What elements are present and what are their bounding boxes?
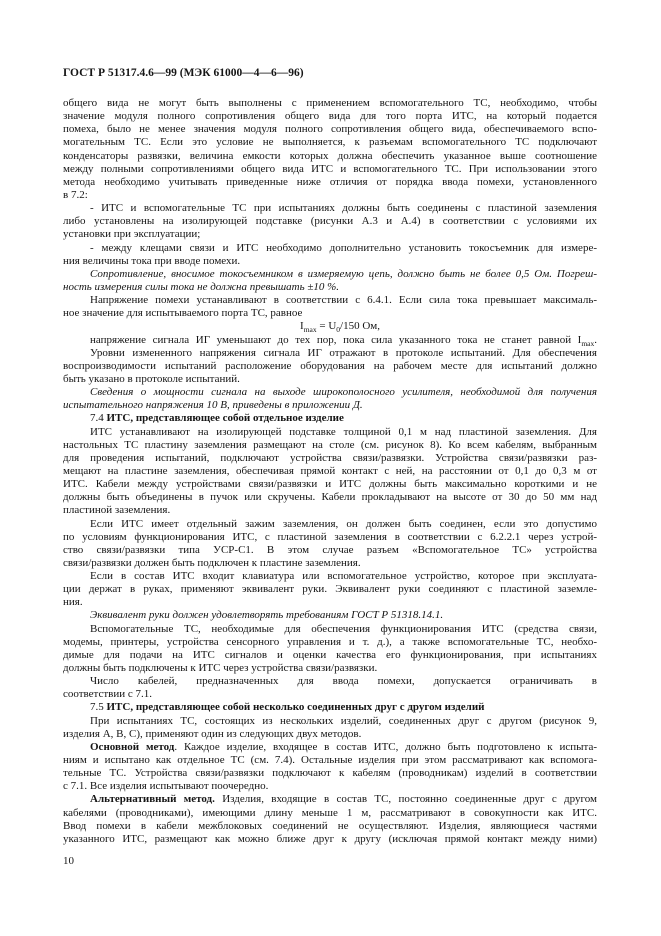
text-line: - между клещами связи и ИТС необходимо дополнительно установить токосъемник для измере-: [90, 241, 597, 254]
text-line: указанного ИТС, размещают как можно ближе друг к другу (исключая прямой контакт между ними): [63, 832, 597, 845]
method-name: Основной метод: [90, 740, 175, 753]
formula-symbol: = U: [316, 320, 337, 333]
text-line: с 7.1. Все изделия испытывают поочередно.: [63, 780, 269, 793]
text-line: Напряжение помехи устанавливают в соответствии с 6.4.1. Если сила тока превышает максималь-: [90, 294, 597, 307]
text-line: ниям и испытано как отдельное ТС (см. 7.4). Остальные изделия при этом рассматривают как вспомога-: [63, 754, 597, 767]
note-paragraph: [63, 609, 597, 622]
document-body: [63, 97, 597, 846]
text-line: ния.: [63, 596, 83, 609]
line-text: . Каждое изделие, входящее в состав ИТС, должно быть подготовлено к испыта-: [174, 740, 597, 753]
subscript: max: [581, 338, 595, 348]
page-number: 10: [63, 855, 74, 867]
text-line: Если ИТС имеет отдельный зажим заземления, он должен быть соединен, если это допустимо: [90, 517, 597, 530]
line-text: Изделия, входящие в состав ТС, постоянно соединенные друг с другом: [214, 793, 597, 806]
section-heading: [63, 701, 597, 714]
line-text: .: [594, 333, 597, 346]
section-heading-block: [63, 412, 597, 425]
formula-subscript: 0: [336, 325, 341, 335]
text-line: [63, 741, 597, 754]
text-line: Вспомогательные ТС, необходимые для обеспечения функционирования ИТС (средства связи,: [90, 622, 597, 635]
paragraph: [63, 570, 597, 609]
paragraph: [63, 518, 597, 571]
text-line: ния величины тока при вводе помехи.: [63, 254, 241, 267]
text-line: Число кабелей, предназначенных для ввода помехи, допускается ограничивать в: [90, 675, 597, 688]
text-line: ИТС. Кабели между устройствами связи/развязки и ИТС должны быть максимально короткими и не: [63, 478, 597, 491]
section-title: ИТС, представляющее собой отдельное изделие: [106, 412, 344, 425]
list-item: [63, 202, 597, 241]
text-line: настольных ТС пластину заземления размещают на столе (см. рисунок 8). Ко всем кабелям, выбранным: [63, 438, 597, 451]
text-line: мещают на пластине заземления, обеспечивая прямой контакт с ней, на расстоянии от 0,1 до 0,3 м от: [63, 464, 597, 477]
section-heading: [63, 412, 597, 425]
paragraph: [63, 623, 597, 676]
text-line: ство связи/развязки типа УСР-С1. В этом случае разъем «Вспомогательное ТС» устройства: [63, 543, 597, 556]
text-line: Ввод помехи в кабели межблоковых соединений не осуществляют. Изделия, являющиеся частями: [63, 819, 597, 832]
text-line: - ИТС и вспомогательные ТС при испытаниях должны быть соединены с пластиной заземления: [90, 202, 597, 215]
paragraph: [63, 334, 597, 347]
paragraph: [63, 715, 597, 741]
text-line: быть указано в протоколе испытаний.: [63, 372, 240, 385]
paragraph: [63, 426, 597, 518]
text-line: модемы, принтеры, устройства сенсорного управления и т. д.), а также вспомогательные ТС, необхо-: [63, 635, 597, 648]
text-line: воспроизводимости испытаний расположение оборудования на рабочем месте для испытаний должно: [63, 359, 597, 372]
text-line: изделия А, В, С), применяют один из следующих двух методов.: [63, 727, 362, 740]
text-line: соответствии с 7.1.: [63, 688, 153, 701]
text-line: могательным ТС. Если это условие не выполняется, к разъемам вспомогательного ТС подключают: [63, 136, 597, 149]
text-line: ции держат в руках, применяют эквивалент руки. Эквивалент руки соединяют с пластиной заземле-: [63, 583, 597, 596]
text-line: ИТС устанавливают на изолирующей подставке толщиной 0,1 м над пластиной заземления. Для: [90, 425, 597, 438]
text-line: установки при эксплуатации;: [63, 228, 201, 241]
text-line: связи/развязки должен быть подключен к пластине заземления.: [63, 556, 361, 569]
text-line: должны быть подключены к ИТС через устройства связи/развязки.: [63, 662, 378, 675]
formula-text: /150 Ом,: [340, 320, 380, 333]
section-heading-block: [63, 701, 597, 714]
text-line: общего вида не могут быть выполнены с применением вспомогательного ТС, необходимо, чтобы: [63, 97, 597, 109]
formula: [63, 320, 597, 333]
text-line: для проведения испытаний, подключают устройства связи/развязки. Устройства связи/развязки раз-: [63, 451, 597, 464]
text-line: пластиной заземления.: [63, 504, 171, 517]
line-text: напряжение сигнала ИГ уменьшают до тех пор, пока сила указанного тока не станет равной I: [90, 333, 582, 346]
text-line: метода необходимо учитывать приведенные ниже отличия от порядка ввода помехи, установленного: [63, 175, 597, 188]
note-paragraph: [63, 268, 597, 294]
text-line: Сведения о мощности сигнала на выходе широкополосного усилителя, необходимой для получения: [90, 386, 597, 399]
text-line: [63, 334, 597, 347]
text-line: Если в состав ИТС входит клавиатура или вспомогательное устройство, которое при эксплуата-: [90, 570, 597, 583]
text-line: должны быть объединены в пучок или скручены. Кабели прокладывают на высоте от 30 до 50 мм над: [63, 491, 597, 504]
text-line: конденсаторы развязки, величина емкости которых должна обеспечить указанное выше соотношение: [63, 149, 597, 162]
text-line: ность измерения силы тока не должна превышать ±10 %.: [63, 280, 340, 293]
text-line: испытательного напряжения 10 В, приведены в приложении Д.: [63, 399, 363, 412]
text-line: Сопротивление, вносимое токосъемником в измеряемую цепь, должно быть не более 0,5 Ом. Погреш-: [90, 267, 597, 280]
text-line: Эквивалент руки должен удовлетворять требованиям ГОСТ Р 51318.14.1.: [90, 609, 444, 622]
paragraph: [63, 347, 597, 386]
formula-symbol: I: [300, 320, 304, 333]
note-paragraph: [63, 386, 597, 412]
text-line: в 7.2:: [63, 188, 88, 201]
text-line: помеха, было не менее значения модуля полного сопротивления общего вида, обеспечиваемого вспо-: [63, 123, 597, 136]
paragraph: [63, 741, 597, 794]
page-header-title: ГОСТ Р 51317.4.6—99 (МЭК 61000—4—6—96): [63, 67, 304, 79]
text-line: димые для подачи на ИТС сигналов и оценки качества его функционирования, при испытаниях: [63, 648, 597, 661]
list-item: [63, 242, 597, 268]
text-line: ное значение для испытываемого порта ТС, равное: [63, 307, 303, 320]
paragraph: [63, 675, 597, 701]
paragraph: [63, 294, 597, 320]
section-number: 7.4: [90, 412, 104, 425]
text-line: кабелями (проводниками), имеющими длину меньше 1 м, рассматривают в совокупности как ИТС.: [63, 806, 597, 819]
text-line: либо установлены на изолирующей подставке (рисунки А.3 и А.4) в соответствии с условиями их: [63, 215, 597, 228]
method-name: Альтернативный метод.: [90, 793, 215, 806]
text-line: При испытаниях ТС, состоящих из нескольких изделий, соединенных друг с другом (рисунок 9,: [90, 714, 597, 727]
text-line: по условиям функционирования ИТС, с пластиной заземления в соответствии с 6.2.2.1 через устрой-: [63, 530, 597, 543]
formula-block: [63, 320, 597, 333]
section-number: 7.5: [90, 701, 104, 714]
section-title: ИТС, представляющее собой несколько соединенных друг с другом изделий: [106, 701, 485, 714]
formula-subscript: max: [303, 325, 317, 335]
text-line: [63, 793, 597, 806]
text-line: значение модуля полного сопротивления общего вида для того порта ИТС, на который подается: [63, 110, 597, 123]
text-line: тельные ТС. Устройства связи/развязки подключают к кабелям (проводникам) изделий в соответствии: [63, 767, 597, 780]
text-line: между полными сопротивлениями общего вида ИТС и вспомогательного ТС. При использовании этого: [63, 162, 597, 175]
paragraph: [63, 793, 597, 846]
text-line: Уровни измененного напряжения сигнала ИГ отражают в протоколе испытаний. Для обеспечения: [90, 346, 597, 359]
paragraph: [63, 97, 597, 202]
